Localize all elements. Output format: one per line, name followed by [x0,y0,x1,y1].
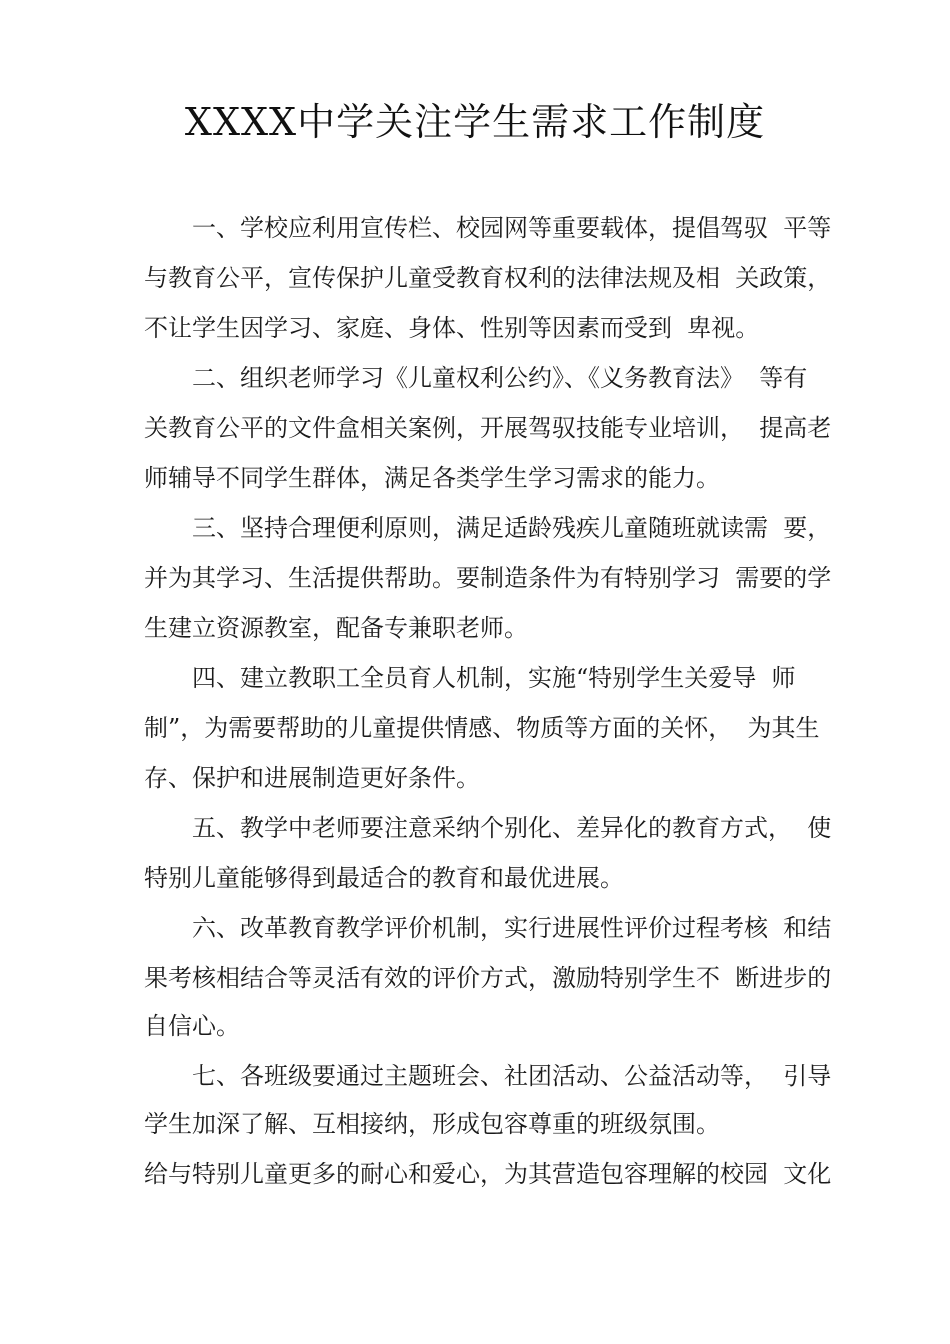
text-line: 自信心。 [144,1012,240,1040]
text-line: 与教育公平，宣传保护儿童受教育权利的法律法规及相 关政策， [144,264,832,292]
document-title: XXXX中学关注学生需求工作制度 [184,100,766,144]
text-line: 制”，为需要帮助的儿童提供情感、物质等方面的关怀， 为其生 [144,714,820,742]
text-line: 特别儿童能够得到最适合的教育和最优进展。 [144,864,624,892]
text-line: 关教育公平的文件盒相关案例，开展驾驭技能专业培训， 提高老 [144,414,832,442]
text-line: 给与特别儿童更多的耐心和爱心，为其营造包容理解的校园 文化 [144,1160,832,1188]
text-line: 学生加深了解、互相接纳，形成包容尊重的班级氛围。 [144,1110,720,1138]
text-line: 师辅导不同学生群体，满足各类学生学习需求的能力。 [144,464,720,492]
text-line: 不让学生因学习、家庭、身体、性别等因素而受到 卑视。 [144,314,760,342]
text-line: 四、建立教职工全员育人机制，实施“特别学生关爱导 师 [144,664,796,692]
text-line: 七、各班级要通过主题班会、社团活动、公益活动等， 引导 [144,1062,832,1090]
text-line: 生建立资源教室，配备专兼职老师。 [144,614,528,642]
text-line: 一、学校应利用宣传栏、校园网等重要载体，提倡驾驭 平等 [144,214,832,242]
text-line: 六、改革教育教学评价机制，实行进展性评价过程考核 和结 [144,914,832,942]
text-line: 五、教学中老师要注意采纳个别化、差异化的教育方式， 使 [144,814,832,842]
text-line: 果考核相结合等灵活有效的评价方式，激励特别学生不 断进步的 [144,964,832,992]
text-line: 三、坚持合理便利原则，满足适龄残疾儿童随班就读需 要， [144,514,832,542]
text-line: 存、保护和进展制造更好条件。 [144,764,480,792]
text-line: 二、组织老师学习《儿童权利公约》、《义务教育法》 等有 [144,364,808,392]
text-line: 并为其学习、生活提供帮助。要制造条件为有特别学习 需要的学 [144,564,832,592]
